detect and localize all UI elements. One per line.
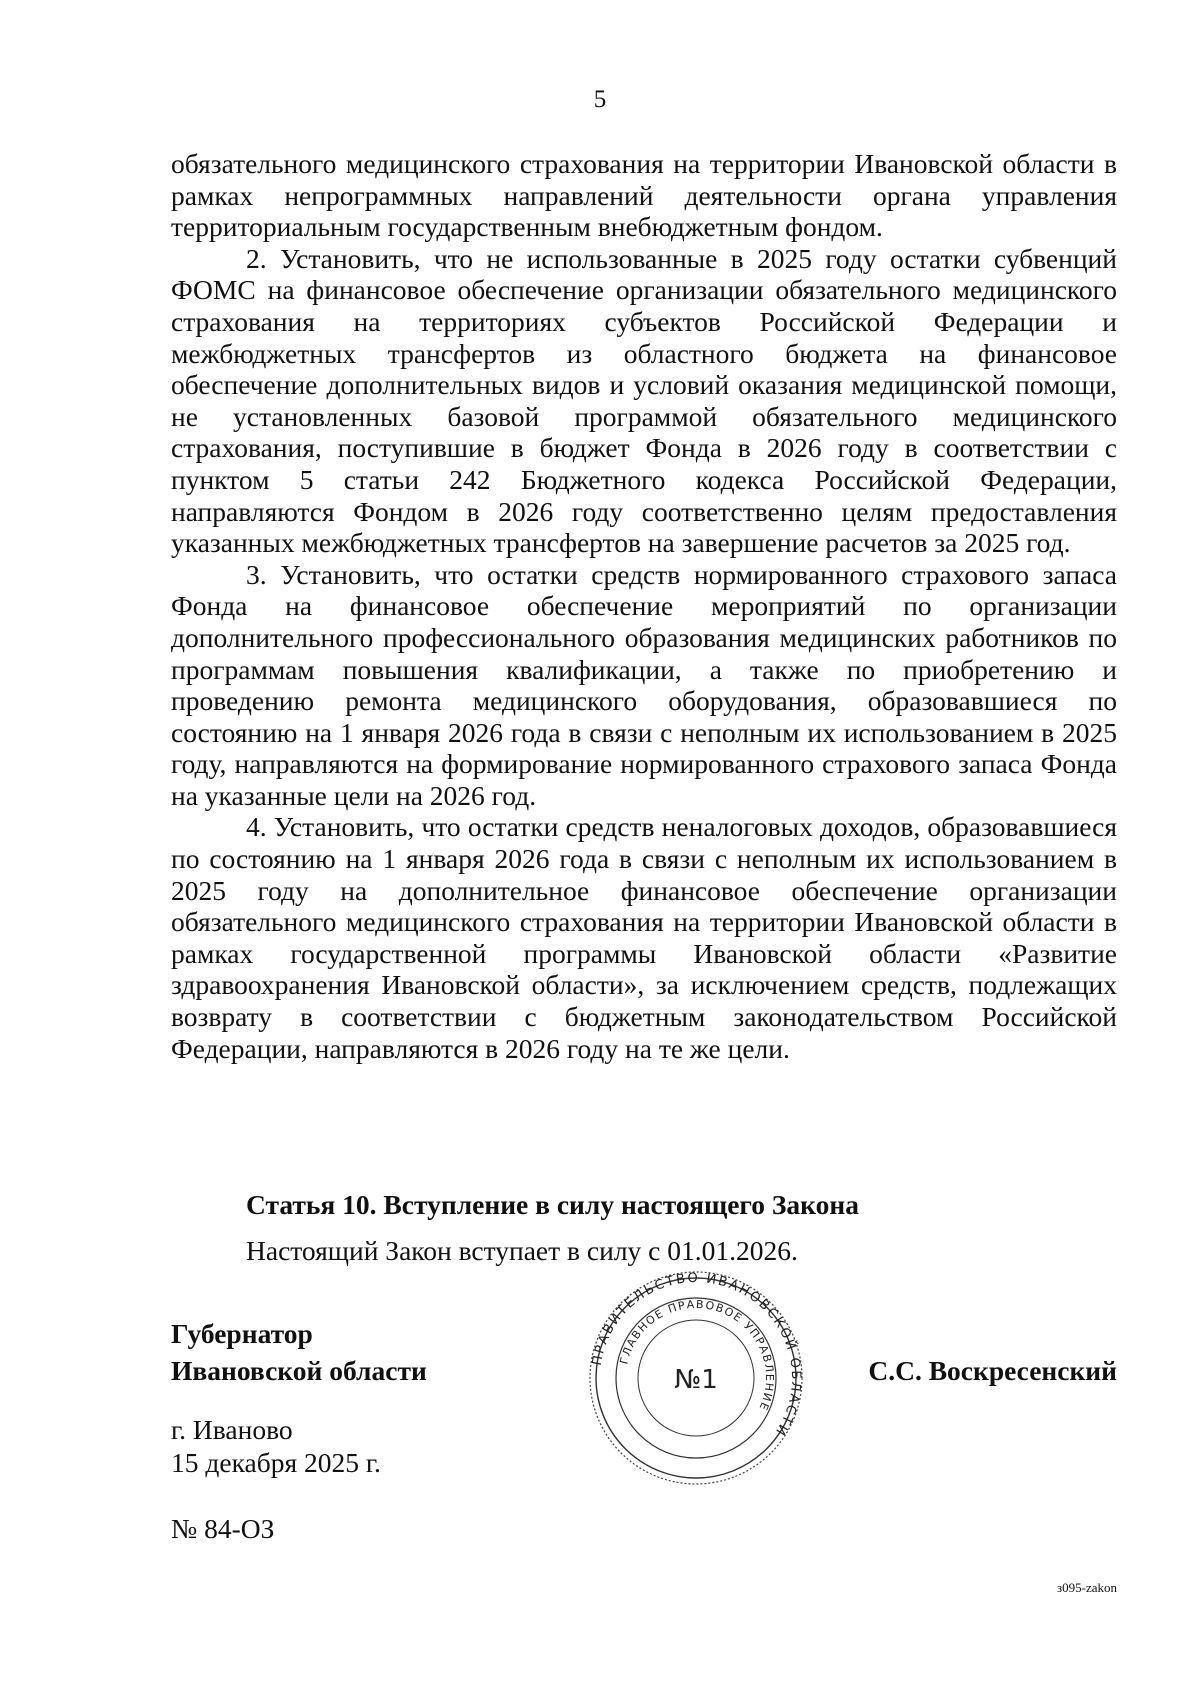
article-10-title: Статья 10. Вступление в силу настоящего Закона	[246, 1189, 859, 1220]
governor-title-line2: Ивановской области	[171, 1355, 427, 1386]
official-stamp	[588, 1270, 804, 1486]
governor-name: С.С. Воскресенский	[868, 1355, 1117, 1386]
law-body	[171, 148, 1117, 1064]
stamp-center-number: №1	[674, 1365, 718, 1395]
stamp-inner-text: ГЛАВНОЕ ПРАВОВОЕ УПРАВЛЕНИЕ	[617, 1297, 777, 1414]
paragraph-continuation: обязательного медицинского страхования на территории Ивановской области в рамках непрограммных направлений деятельности органа управления территориальным государственным внебюджетным фондом.	[171, 148, 1117, 243]
governor-title	[171, 1315, 427, 1389]
paragraph-item-2: 2. Установить, что не использованные в 2025 году остатки субвенций ФОМС на финансовое обеспечение организации обязательного медицинского страхования на территориях субъектов Российской Федерации и межбюджетных трансфертов из областного бюджета на финансовое обеспечение дополнительных видов и условий оказания медицинской помощи, не установленных базовой программой обязательного медицинского страхования, поступившие в бюджет Фонда в 2026 году в соответствии с пунктом 5 статьи 242 Бюджетного кодекса Российской Федерации, направляются Фондом в 2026 году соответственно целям предоставления указанных межбюджетных трансфертов на завершение расчетов за 2025 год.	[171, 242, 1117, 559]
date: 15 декабря 2025 г.	[171, 1447, 381, 1478]
article-10-text: Настоящий Закон вступает в силу с 01.01.2026.	[246, 1235, 798, 1266]
paragraph-item-3: 3. Установить, что остатки средств нормированного страхового запаса Фонда на финансовое обеспечение мероприятий по организации дополнительного профессионального образования медицинских работников по программам повышения квалификации, а также по приобретению и проведению ремонта медицинского оборудования, образовавшиеся по состоянию на 1 января 2026 года в связи с неполным их использованием в 2025 году, направляются на формирование нормированного страхового запаса Фонда на указанные цели на 2026 год.	[171, 558, 1117, 811]
page-number: 5	[593, 86, 607, 113]
stamp-outer-text: ПРАВИТЕЛЬСТВО ИВАНОВСКОЙ ОБЛАСТИ	[589, 1270, 804, 1440]
place: г. Иваново	[171, 1414, 293, 1445]
governor-title-line1: Губернатор	[171, 1318, 313, 1349]
paragraph-item-4: 4. Установить, что остатки средств неналоговых доходов, образовавшиеся по состоянию на 1 января 2026 года в связи с неполным их использованием в 2025 году на дополнительное финансовое обеспечение организации обязательного медицинского страхования на территории Ивановской области в рамках государственной программы Ивановской области «Развитие здравоохранения Ивановской области», за исключением средств, подлежащих возврату в соответствии с бюджетным законодательством Российской Федерации, направляются в 2026 году на те же цели.	[171, 811, 1117, 1064]
law-number: № 84-ОЗ	[171, 1513, 275, 1544]
document-code: з095-zakon	[1056, 1580, 1117, 1595]
place-and-date	[171, 1413, 381, 1479]
